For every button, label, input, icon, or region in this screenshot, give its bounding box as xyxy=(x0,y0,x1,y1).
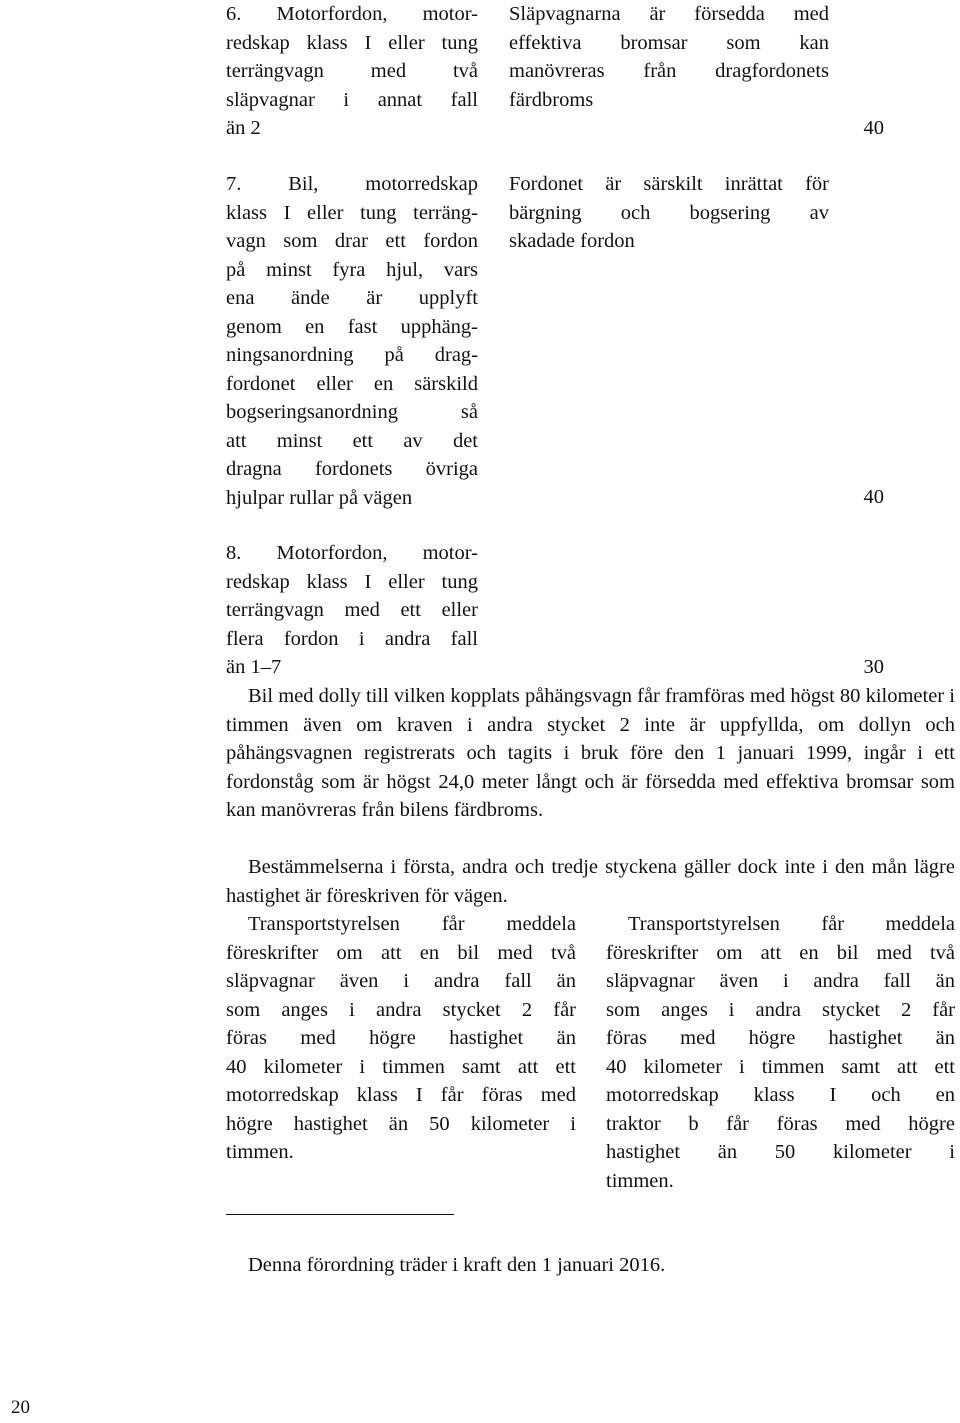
row-8-vehicle-description xyxy=(226,539,478,682)
row-7-line: bogseringsanordning så xyxy=(226,401,478,423)
row-6-condition xyxy=(509,0,829,114)
paragraph-exception-text: Bestämmelserna i första, andra och tredje styckena gäller dock inte i den mån lägre hastighet är föreskriven för vägen. xyxy=(226,856,955,907)
row-7-condition-line: Fordonet är särskilt inrättat för xyxy=(509,173,829,195)
row-8-line: än 1–7 xyxy=(226,656,282,678)
proposed-wording-line: motorredskap klass I och en xyxy=(606,1084,955,1106)
proposed-wording-line: 40 kilometer i timmen samt att ett xyxy=(606,1055,955,1078)
row-7-line: ena ände är upplyft xyxy=(226,287,478,309)
proposed-wording-line: Transportstyrelsen får meddela xyxy=(628,913,955,935)
row-6-condition-line: effektiva bromsar som kan xyxy=(509,31,829,54)
row-6-vehicle-description xyxy=(226,0,478,143)
row-8-speed: 30 xyxy=(863,656,884,678)
current-wording-line: föreskrifter om att en bil med två xyxy=(226,941,576,964)
proposed-wording-line: föreskrifter om att en bil med två xyxy=(606,941,955,964)
proposed-wording-line: som anges i andra stycket 2 får xyxy=(606,998,955,1021)
row-7-condition xyxy=(509,170,829,256)
row-7-condition-line: skadade fordon xyxy=(509,230,635,252)
row-7-line: på minst fyra hjul, vars xyxy=(226,258,478,281)
row-6-line: än 2 xyxy=(226,117,261,139)
row-6-line: redskap klass I eller tung xyxy=(226,31,478,54)
row-7-speed: 40 xyxy=(863,486,884,508)
row-6-line: terrängvagn med två xyxy=(226,60,478,82)
row-7-line: 7. Bil, motorredskap xyxy=(226,173,478,195)
row-8-line: redskap klass I eller tung xyxy=(226,570,478,593)
row-6-speed: 40 xyxy=(863,117,884,139)
row-6-condition-line: Släpvagnarna är försedda med xyxy=(509,3,829,25)
row-7-vehicle-description xyxy=(226,170,478,512)
paragraph-dolly xyxy=(226,682,955,825)
current-wording-line: Transportstyrelsen får meddela xyxy=(248,913,576,935)
proposed-wording-column xyxy=(606,910,955,1195)
row-7-line: vagn som drar ett fordon xyxy=(226,230,478,252)
proposed-wording-line: timmen. xyxy=(606,1169,674,1192)
proposed-wording-line: släpvagnar även i andra fall än xyxy=(606,970,955,992)
row-7-line: fordonet eller en särskild xyxy=(226,372,478,395)
row-6-condition-line: manövreras från dragfordonets xyxy=(509,60,829,82)
row-7-line: dragna fordonets övriga xyxy=(226,458,478,480)
proposed-wording-line: traktor b får föras med högre xyxy=(606,1112,955,1135)
proposed-wording-line: hastighet än 50 kilometer i xyxy=(606,1141,955,1163)
current-wording-line: timmen. xyxy=(226,1141,294,1163)
current-wording-line: högre hastighet än 50 kilometer i xyxy=(226,1112,576,1135)
current-wording-line: som anges i andra stycket 2 får xyxy=(226,998,576,1021)
row-7-condition-line: bärgning och bogsering av xyxy=(509,201,829,224)
page-number: 20 xyxy=(11,1397,30,1418)
current-wording-line: släpvagnar även i andra fall än xyxy=(226,970,576,992)
row-7-line: hjulpar rullar på vägen xyxy=(226,486,413,509)
current-wording-line: 40 kilometer i timmen samt att ett xyxy=(226,1055,576,1078)
row-6-line: 6. Motorfordon, motor- xyxy=(226,3,478,25)
row-8-line: terrängvagn med ett eller xyxy=(226,599,478,621)
proposed-wording-line: föras med högre hastighet än xyxy=(606,1027,955,1049)
paragraph-dolly-text: Bil med dolly till vilken kopplats påhängsvagn får framföras med högst 80 kilometer i timmen även om kraven i andra stycket 2 inte är uppfyllda, om dollyn och påhängsvagnen registrerats och tagits i bruk före den 1 januari 1999, ingår i ett fordonståg som är högst 24,0 meter långt och är försedda med effektiva bromsar som kan manövreras från bilens färdbroms. xyxy=(226,685,955,821)
entry-into-force: Denna förordning träder i kraft den 1 januari 2016. xyxy=(248,1254,666,1276)
row-7-line: att minst ett av det xyxy=(226,429,478,452)
row-6-line: släpvagnar i annat fall xyxy=(226,88,478,111)
section-divider xyxy=(226,1214,454,1215)
row-7-line: klass I eller tung terräng- xyxy=(226,201,478,224)
row-8-line: 8. Motorfordon, motor- xyxy=(226,542,478,564)
current-wording-column xyxy=(226,910,576,1167)
row-7-line: ningsanordning på drag- xyxy=(226,344,478,366)
current-wording-line: föras med högre hastighet än xyxy=(226,1027,576,1049)
row-6-condition-line: färdbroms xyxy=(509,88,594,111)
current-wording-line: motorredskap klass I får föras med xyxy=(226,1084,576,1106)
row-8-line: flera fordon i andra fall xyxy=(226,627,478,650)
row-7-line: genom en fast upphäng- xyxy=(226,315,478,338)
paragraph-exception xyxy=(226,853,955,910)
